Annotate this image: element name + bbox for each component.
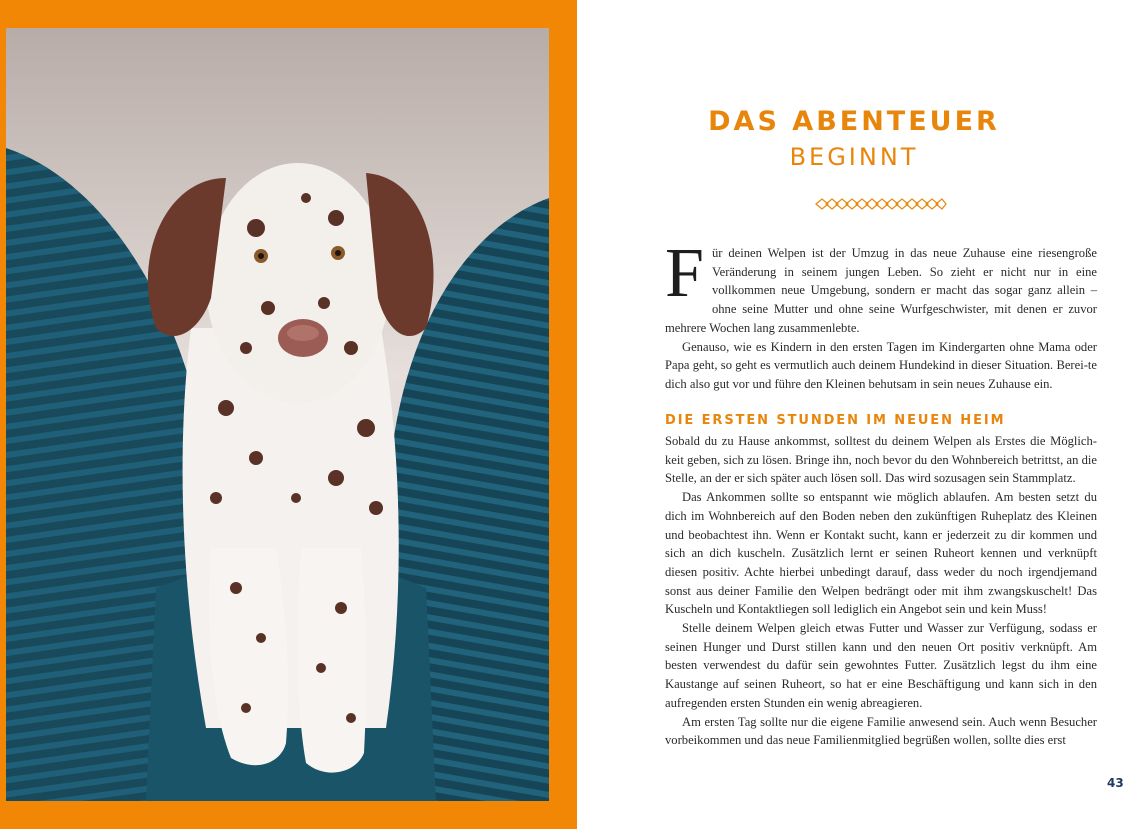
chapter-subtitle: BEGINNT xyxy=(789,143,919,171)
chapter-title: DAS ABENTEUER xyxy=(708,106,1000,137)
dalmatian-illustration xyxy=(6,28,549,801)
section-paragraph-4: Am ersten Tag sollte nur die eigene Familie anwesend sein. Auch wenn Besucher vorbeikommen und das neue Familienmitglied begrüßen wollen, sollte dies erst xyxy=(665,714,1097,748)
section-paragraph-3: Stelle deinem Welpen gleich etwas Futter und Wasser zur Verfügung, sodass er seinen Hunger und Durst stillen kann und den neuen Ort positiv verknüpft. Am besten verwendest du dafür sein gewohntes Futter. Zusätzlich legst du ihm eine Kaustange auf seinen Ruheort, so hat er eine Beschäftigung und kann sich in den aufregenden ersten Stunden ein wenig abreagieren. xyxy=(665,621,1097,710)
section-text xyxy=(665,432,1097,750)
section-paragraph-2: Das Ankommen sollte so entspannt wie möglich ablaufen. Am besten setzt du dich im Wohnbereich auf den Boden neben den zukünftigen Ruheplatz des Kleinen und beobachtest ihn. Wenn er Kontakt sucht, kann er jederzeit zu dir kommen und sich an dich kuscheln. Zusätzlich lernt er seinen Ruheort kennen und verknüpft diesen positiv. Achte hierbei unbedingt darauf, dass weder du noch irgendjemand sonst aus deiner Familie den Welpen bedrängt oder mit ihm zwangskuschelt! Das Kuscheln und Kontaktliegen soll lediglich ein Angebot sein und kein Muss! xyxy=(665,490,1097,617)
dalmatian-puppy-photo xyxy=(6,28,549,801)
page-number: 43 xyxy=(1107,776,1124,790)
intro-paragraph-1-text: ür deinen Welpen ist der Umzug in das neue Zuhause eine riesengroße Veränderung in seinem jungen Leben. So zieht er nicht nur in eine vollkommen neue Umgebung, sondern er macht das sogar ganz allein – ohne seine Mutter und ohne seine Wurfgeschwister, mit denen er zuvor mehrere Wochen lang zusammenlebte. xyxy=(665,246,1097,335)
intro-paragraph-2: Genauso, wie es Kindern in den ersten Tagen im Kindergarten ohne Mama oder Papa geht, so geht es vermutlich auch deinem Hundekind in dieser Situation. Berei-te dich also gut vor und führe den Kleinen behutsam in sein neues Zuhause ein. xyxy=(665,339,1097,391)
diamond-ornament-icon xyxy=(814,198,948,210)
intro-paragraph-1 xyxy=(665,235,1097,338)
intro-text xyxy=(665,235,1097,394)
section-paragraph-1: Sobald du zu Hause ankommst, solltest du deinem Welpen als Erstes die Möglich-keit geben, sich zu lösen. Bringe ihn, noch bevor du den Wohnbereich betrittst, an die Stelle, an der er sich später auch lösen soll. Das wird sozusagen sein Stammplatz. xyxy=(665,434,1097,486)
section-heading: DIE ERSTEN STUNDEN IM NEUEN HEIM xyxy=(665,413,1006,428)
drop-cap: F xyxy=(665,235,704,312)
text-page xyxy=(577,0,1131,829)
